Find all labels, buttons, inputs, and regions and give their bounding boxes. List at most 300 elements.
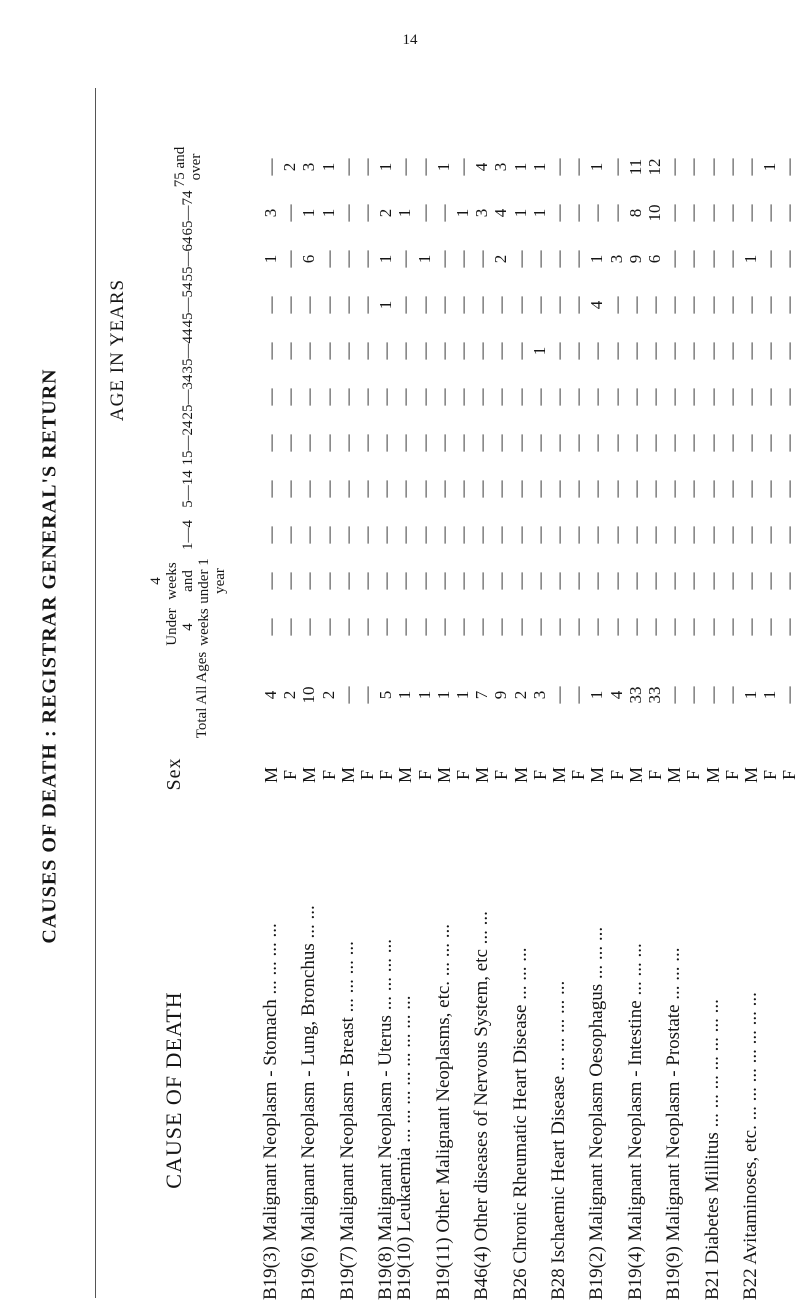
age-cell: —: [606, 618, 626, 636]
age-cell: —: [395, 480, 415, 498]
age-cell: —: [741, 158, 760, 176]
age-cell: —: [779, 388, 799, 406]
sex-cell: M: [625, 767, 646, 784]
age-cell: —: [433, 342, 453, 360]
sex-cell: M: [741, 767, 761, 784]
age-cell: —: [568, 572, 588, 590]
age-cell: —: [280, 526, 300, 544]
total-cell: —: [683, 686, 703, 704]
age-cell: 1: [299, 208, 319, 218]
age-cell: —: [472, 434, 492, 452]
age-cell: —: [491, 434, 511, 452]
age-cell: —: [491, 572, 511, 590]
sex-cell: M: [549, 767, 569, 784]
age-cell: —: [645, 342, 664, 360]
age-cell: 1: [587, 254, 607, 264]
age-cell: —: [280, 296, 300, 314]
age-cell: 12: [645, 158, 664, 176]
cause-cell: B19(4) Malignant Neoplasm - Intestine ... ... ...: [624, 943, 646, 1300]
cause-cell: B22 Avitaminoses, etc. ... ... ... ... ... ... ...: [740, 992, 761, 1300]
age-cell: —: [587, 434, 607, 452]
age-column-header: 1—4: [180, 520, 196, 550]
age-cell: 4: [587, 300, 607, 310]
age-column-header: 5—14: [180, 470, 196, 508]
age-cell: —: [357, 480, 376, 498]
age-cell: —: [529, 388, 549, 406]
age-cell: —: [376, 572, 396, 590]
age-cell: —: [414, 572, 434, 590]
age-cell: —: [318, 434, 338, 452]
age-cell: —: [606, 434, 626, 452]
age-cell: —: [414, 526, 434, 544]
age-cell: —: [510, 480, 530, 498]
age-column-header: 45—54: [180, 282, 196, 328]
age-cell: —: [741, 388, 760, 406]
total-cell: 4: [261, 690, 280, 700]
age-cell: —: [568, 250, 588, 268]
total-cell: —: [568, 686, 588, 704]
age-cell: —: [529, 526, 549, 544]
age-cell: —: [779, 572, 799, 590]
age-cell: —: [587, 572, 607, 590]
total-cell: 1: [414, 690, 434, 700]
age-cell: —: [741, 296, 760, 314]
age-cell: —: [414, 342, 434, 360]
age-cell: —: [318, 342, 338, 360]
age-cell: —: [760, 296, 780, 314]
age-cell: —: [337, 434, 357, 452]
age-cell: —: [395, 250, 415, 268]
age-cell: —: [664, 618, 684, 636]
page-number: 14: [402, 32, 418, 48]
sex-cell: F: [645, 770, 665, 781]
age-cell: —: [549, 342, 568, 360]
age-cell: 1: [318, 162, 338, 172]
age-cell: —: [645, 434, 664, 452]
age-cell: —: [357, 204, 376, 222]
sex-cell: M: [472, 767, 493, 784]
age-cell: —: [529, 434, 549, 452]
total-cell: —: [337, 686, 357, 704]
age-cell: —: [529, 296, 549, 314]
age-cell: —: [664, 342, 684, 360]
age-cell: 4: [491, 208, 511, 218]
age-cell: 1: [318, 208, 338, 218]
age-cell: —: [606, 158, 626, 176]
age-cell: —: [664, 434, 684, 452]
age-cell: —: [299, 480, 319, 498]
age-cell: —: [779, 480, 799, 498]
age-cell: —: [549, 526, 568, 544]
total-cell: 1: [760, 690, 780, 700]
age-cell: 1: [760, 162, 780, 172]
total-cell: 2: [280, 690, 300, 700]
sex-cell: F: [606, 770, 627, 781]
age-cell: —: [433, 388, 453, 406]
age-cell: —: [760, 204, 780, 222]
total-cell: 1: [433, 690, 453, 700]
age-cell: —: [683, 618, 703, 636]
age-cell: —: [491, 480, 511, 498]
age-cell: —: [376, 388, 396, 406]
age-cell: —: [472, 480, 492, 498]
age-cell: —: [625, 434, 645, 452]
age-cell: 1: [529, 208, 549, 218]
age-cell: 1: [587, 162, 607, 172]
age-cell: —: [587, 480, 607, 498]
age-cell: —: [721, 434, 741, 452]
age-cell: —: [395, 158, 415, 176]
total-cell: —: [779, 686, 799, 704]
age-cell: —: [549, 572, 568, 590]
age-cell: 1: [414, 254, 434, 264]
age-cell: —: [261, 572, 280, 590]
age-cell: —: [510, 342, 530, 360]
age-cell: —: [779, 342, 799, 360]
age-cell: —: [395, 572, 415, 590]
age-cell: —: [491, 526, 511, 544]
age-cell: —: [549, 388, 568, 406]
age-cell: —: [453, 388, 472, 406]
cause-column-header: CAUSE OF DEATH: [161, 991, 186, 1189]
age-cell: 2: [491, 254, 511, 264]
age-cell: —: [433, 204, 453, 222]
age-cell: —: [568, 526, 588, 544]
sex-cell: M: [433, 767, 454, 784]
age-cell: —: [395, 526, 415, 544]
age-cell: 1: [529, 162, 549, 172]
age-cell: —: [625, 480, 645, 498]
age-cell: —: [472, 342, 492, 360]
age-cell: —: [683, 434, 703, 452]
age-cell: —: [760, 526, 780, 544]
age-cell: —: [357, 572, 376, 590]
total-cell: —: [549, 686, 568, 704]
age-cell: —: [606, 296, 626, 314]
sex-cell: F: [357, 770, 377, 781]
age-cell: —: [280, 204, 300, 222]
age-cell: —: [702, 158, 722, 176]
age-cell: 3: [261, 208, 280, 218]
sex-cell: F: [568, 770, 589, 781]
age-cell: —: [702, 388, 722, 406]
sex-column-header: Sex: [162, 757, 185, 791]
age-cell: —: [510, 618, 530, 636]
age-cell: —: [337, 158, 357, 176]
age-cell: —: [491, 388, 511, 406]
age-cell: —: [318, 296, 338, 314]
age-cell: —: [491, 618, 511, 636]
sex-cell: F: [721, 770, 742, 781]
age-cell: —: [337, 526, 357, 544]
age-cell: —: [779, 526, 799, 544]
age-cell: —: [549, 618, 568, 636]
sex-cell: F: [760, 770, 781, 781]
age-column-header: 65—74: [180, 190, 196, 236]
age-cell: —: [376, 342, 396, 360]
age-cell: —: [261, 480, 280, 498]
age-cell: —: [549, 296, 568, 314]
age-column-header: 35—44: [180, 328, 196, 374]
age-cell: —: [549, 204, 568, 222]
age-cell: —: [741, 526, 760, 544]
age-cell: —: [261, 526, 280, 544]
age-cell: —: [453, 158, 472, 176]
age-cell: —: [702, 480, 722, 498]
age-cell: 8: [625, 208, 645, 218]
age-cell: 3: [491, 162, 511, 172]
age-cell: —: [433, 572, 453, 590]
age-cell: —: [606, 388, 626, 406]
age-cell: —: [645, 526, 664, 544]
age-cell: —: [280, 480, 300, 498]
age-cell: —: [549, 434, 568, 452]
age-cell: 2: [280, 162, 300, 172]
age-cell: —: [472, 250, 492, 268]
sex-cell: F: [779, 770, 800, 781]
age-cell: —: [568, 388, 588, 406]
total-cell: 2: [318, 690, 338, 700]
age-cell: —: [779, 158, 799, 176]
cause-cell: B28 Ischaemic Heart Disease ... ... ... ... ...: [548, 980, 569, 1300]
cause-cell: B19(6) Malignant Neoplasm - Lung, Bronchus ... ...: [298, 905, 320, 1300]
age-cell: 3: [606, 254, 626, 264]
age-cell: —: [587, 342, 607, 360]
table-row: [778, 90, 800, 1300]
age-cell: —: [491, 296, 511, 314]
age-cell: —: [510, 388, 530, 406]
total-cell: 1: [587, 690, 607, 700]
total-cell: 10: [299, 686, 319, 704]
age-cell: —: [261, 618, 280, 636]
age-cell: —: [337, 250, 357, 268]
age-cell: —: [472, 572, 492, 590]
age-cell: 6: [645, 254, 664, 264]
age-cell: —: [760, 388, 780, 406]
sex-cell: M: [299, 767, 320, 784]
sex-cell: M: [337, 767, 358, 784]
age-cell: —: [261, 342, 280, 360]
age-cell: —: [337, 204, 357, 222]
age-cell: —: [779, 618, 799, 636]
age-cell: —: [721, 158, 741, 176]
age-cell: 6: [299, 254, 319, 264]
cause-cell: B19(11) Other Malignant Neoplasms, etc. ... ... ...: [432, 923, 454, 1300]
age-cell: —: [683, 388, 703, 406]
age-cell: —: [664, 296, 684, 314]
total-cell: 33: [645, 686, 664, 704]
age-cell: —: [395, 342, 415, 360]
age-cell: —: [606, 480, 626, 498]
total-cell: 1: [395, 690, 415, 700]
age-cell: —: [318, 572, 338, 590]
age-cell: —: [299, 434, 319, 452]
age-cell: —: [280, 618, 300, 636]
age-cell: —: [568, 204, 588, 222]
age-column-header: 4 weeks and under 1 year: [148, 558, 228, 604]
age-cell: —: [568, 342, 588, 360]
age-cell: —: [337, 342, 357, 360]
age-cell: —: [510, 434, 530, 452]
age-cell: —: [376, 618, 396, 636]
age-cell: —: [510, 296, 530, 314]
age-cell: —: [529, 480, 549, 498]
age-cell: —: [625, 342, 645, 360]
age-cell: —: [664, 250, 684, 268]
age-cell: —: [414, 480, 434, 498]
age-cell: —: [318, 388, 338, 406]
age-cell: —: [453, 618, 472, 636]
age-cell: —: [414, 618, 434, 636]
age-cell: —: [299, 296, 319, 314]
total-cell: 9: [491, 690, 511, 700]
age-cell: —: [433, 296, 453, 314]
age-cell: —: [472, 618, 492, 636]
mortality-table: [100, 90, 800, 1300]
age-cell: —: [664, 158, 684, 176]
age-cell: —: [433, 480, 453, 498]
age-cell: —: [683, 158, 703, 176]
sex-cell: M: [510, 767, 531, 784]
age-cell: —: [549, 250, 568, 268]
age-cell: —: [529, 250, 549, 268]
age-cell: —: [721, 388, 741, 406]
cause-cell: B21 Diabetes Millitus ... ... ... ... ... ... ...: [701, 999, 723, 1300]
sex-cell: F: [453, 770, 473, 781]
age-cell: —: [741, 434, 760, 452]
age-cell: —: [606, 526, 626, 544]
table-left-rule: [95, 88, 96, 1298]
age-cell: —: [357, 434, 376, 452]
age-cell: —: [433, 250, 453, 268]
age-cell: —: [299, 572, 319, 590]
age-cell: —: [395, 296, 415, 314]
age-column-header: Under 4 weeks: [164, 608, 212, 646]
age-cell: —: [357, 342, 376, 360]
age-cell: —: [721, 526, 741, 544]
age-cell: —: [549, 158, 568, 176]
total-cell: 1: [741, 690, 760, 700]
total-column-header: Total All Ages: [194, 651, 210, 739]
age-cell: —: [280, 342, 300, 360]
age-cell: —: [357, 158, 376, 176]
age-cell: —: [683, 296, 703, 314]
age-cell: —: [645, 388, 664, 406]
age-cell: —: [741, 572, 760, 590]
age-cell: —: [664, 526, 684, 544]
cause-cell: B46(4) Other diseases of Nervous System, etc ... ...: [471, 911, 493, 1300]
age-cell: —: [702, 342, 722, 360]
age-cell: —: [280, 434, 300, 452]
age-cell: —: [280, 250, 300, 268]
age-cell: —: [760, 572, 780, 590]
age-cell: 1: [529, 346, 549, 356]
age-cell: —: [779, 250, 799, 268]
sex-cell: F: [683, 770, 704, 781]
age-cell: 1: [741, 254, 760, 264]
total-cell: 7: [472, 690, 492, 700]
age-cell: —: [529, 572, 549, 590]
age-cell: —: [568, 158, 588, 176]
age-cell: —: [395, 388, 415, 406]
sex-cell: M: [395, 767, 416, 784]
total-cell: 5: [376, 690, 396, 700]
age-cell: —: [529, 618, 549, 636]
age-cell: —: [453, 434, 472, 452]
age-cell: 1: [261, 254, 280, 264]
age-cell: —: [721, 342, 741, 360]
age-cell: —: [702, 526, 722, 544]
age-cell: —: [261, 388, 280, 406]
age-cell: —: [395, 618, 415, 636]
age-cell: —: [721, 250, 741, 268]
sex-cell: F: [280, 770, 301, 781]
total-cell: —: [664, 686, 684, 704]
age-cell: —: [702, 250, 722, 268]
age-cell: —: [357, 526, 376, 544]
age-cell: —: [760, 480, 780, 498]
age-cell: —: [721, 296, 741, 314]
age-cell: —: [606, 572, 626, 590]
age-cell: —: [568, 434, 588, 452]
cause-cell: B19(2) Malignant Neoplasm Oesophagus ... ... ...: [586, 926, 608, 1300]
age-cell: —: [645, 572, 664, 590]
age-cell: —: [395, 434, 415, 452]
age-cell: —: [453, 250, 472, 268]
age-cell: —: [625, 572, 645, 590]
age-cell: —: [664, 204, 684, 222]
sex-cell: F: [318, 770, 339, 781]
age-cell: 9: [625, 254, 645, 264]
sex-cell: M: [702, 767, 723, 784]
age-cell: —: [376, 480, 396, 498]
sex-cell: F: [414, 770, 435, 781]
total-cell: —: [721, 686, 741, 704]
age-cell: —: [587, 388, 607, 406]
age-cell: —: [645, 296, 664, 314]
age-cell: —: [299, 342, 319, 360]
age-cell: —: [299, 388, 319, 406]
age-cell: —: [472, 296, 492, 314]
age-cell: 1: [376, 162, 396, 172]
age-cell: —: [453, 526, 472, 544]
age-cell: —: [318, 480, 338, 498]
total-cell: —: [357, 686, 376, 704]
age-cell: —: [357, 618, 376, 636]
age-cell: —: [568, 480, 588, 498]
age-cell: —: [664, 388, 684, 406]
age-cell: —: [491, 342, 511, 360]
age-cell: —: [510, 572, 530, 590]
age-cell: —: [606, 204, 626, 222]
age-group-header: AGE IN YEARS: [107, 278, 128, 422]
age-cell: —: [414, 434, 434, 452]
age-cell: —: [318, 618, 338, 636]
cause-cell: B26 Chronic Rheumatic Heart Disease ... ... ...: [509, 947, 531, 1300]
age-cell: —: [337, 480, 357, 498]
age-cell: —: [606, 342, 626, 360]
age-column-header: 25—34: [180, 374, 196, 420]
age-cell: —: [664, 572, 684, 590]
age-cell: —: [760, 342, 780, 360]
age-cell: —: [683, 526, 703, 544]
age-cell: —: [510, 526, 530, 544]
age-column-header: 55—64: [180, 236, 196, 282]
age-cell: —: [683, 250, 703, 268]
age-cell: 1: [376, 300, 396, 310]
age-cell: —: [337, 572, 357, 590]
age-cell: —: [357, 250, 376, 268]
